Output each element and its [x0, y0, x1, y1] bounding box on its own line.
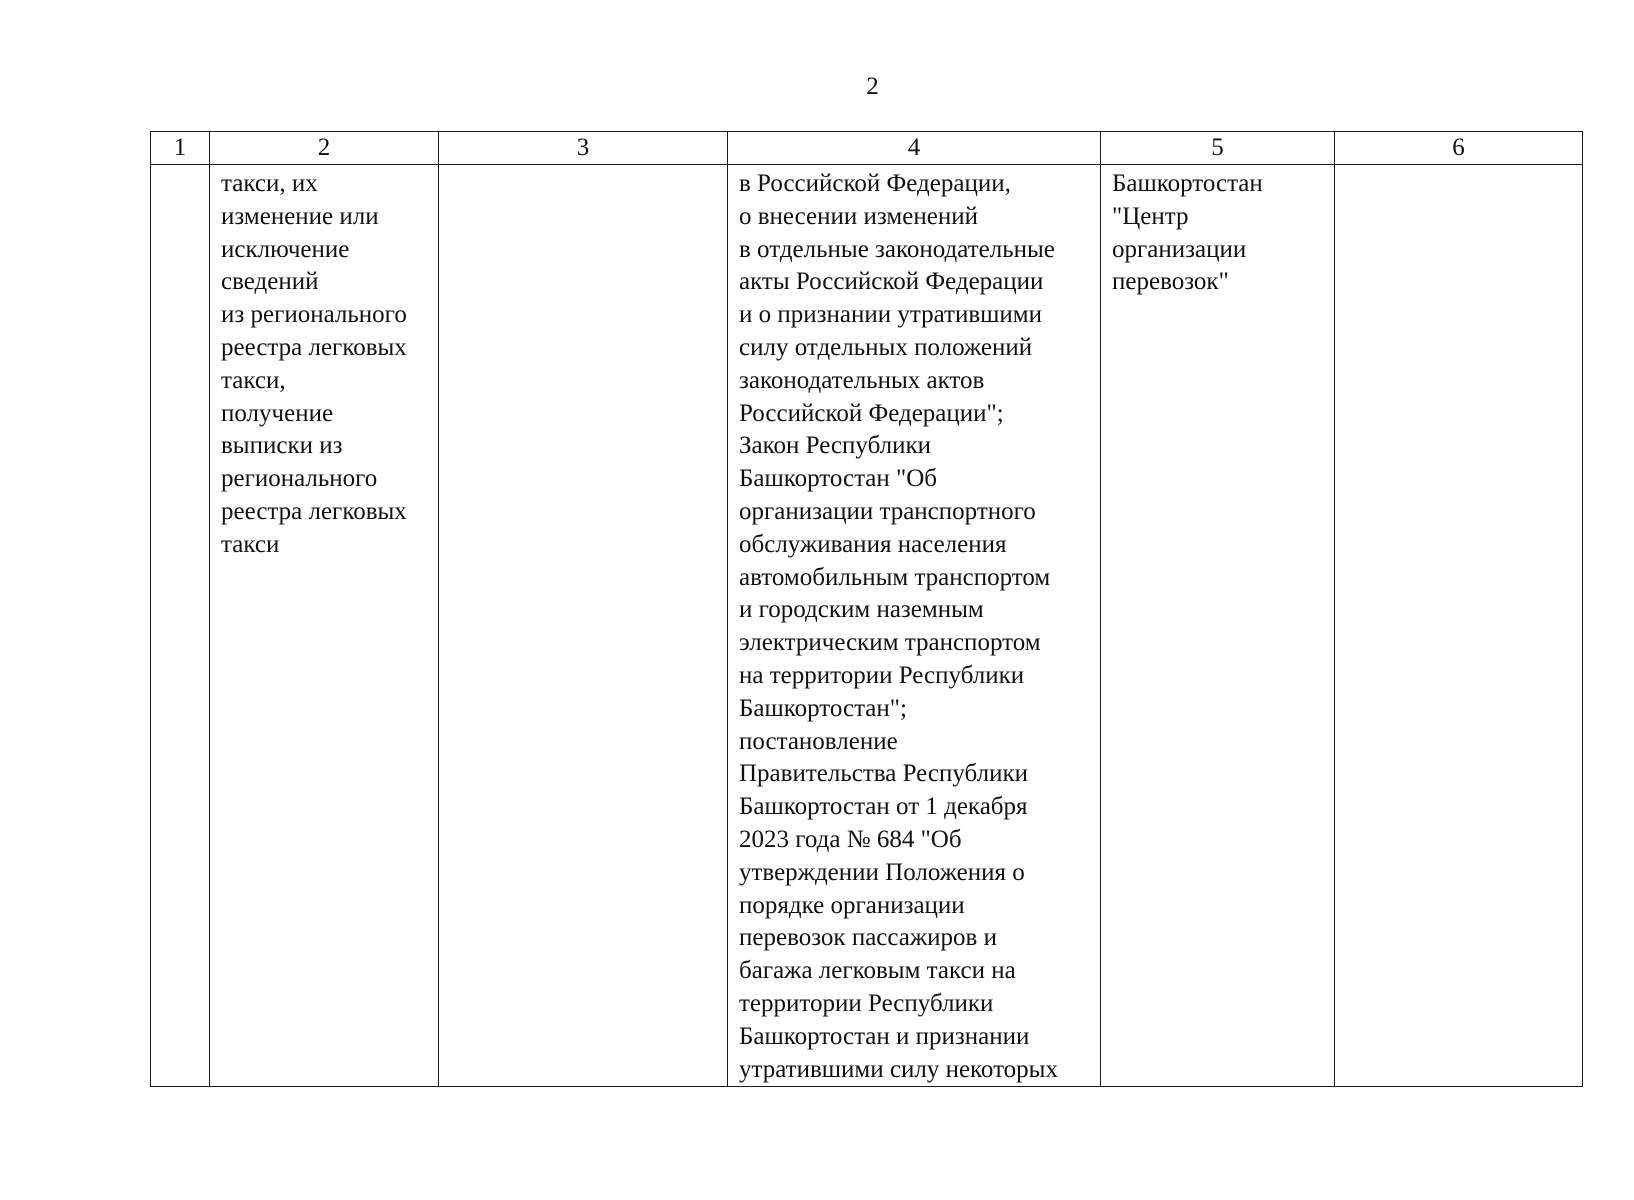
cell-text-line: постановление	[739, 727, 898, 755]
cell-text-line: территории Республики	[739, 989, 994, 1017]
cell-text-line: автомобильным транспортом	[739, 563, 1051, 591]
table-row	[151, 165, 1583, 1087]
cell-text-line: такси, их	[221, 170, 318, 197]
cell-text-line: сведений	[221, 268, 319, 296]
cell-text-line: такси	[221, 530, 280, 558]
cell-text-line: акты Российской Федерации	[739, 268, 1044, 296]
cell-text-line: о внесении изменений	[739, 202, 978, 230]
column-number-6: 6	[1335, 132, 1583, 165]
cell-text-line: в отдельные законодательные	[739, 235, 1055, 263]
cell-column-5	[1101, 165, 1335, 1087]
cell-text-line: реестра легковых	[221, 333, 407, 361]
cell-text-line: реестра легковых	[221, 497, 407, 525]
cell-text-line: Башкортостан	[1112, 170, 1263, 197]
cell-text-line: из регионального	[221, 301, 407, 329]
column-number-3: 3	[439, 132, 728, 165]
column-number-5: 5	[1101, 132, 1335, 165]
column-number-2: 2	[210, 132, 439, 165]
cell-text-line: организации транспортного	[739, 497, 1036, 525]
cell-text-line: на территории Республики	[739, 661, 1025, 689]
cell-text-line: Башкортостан и признании	[739, 1022, 1030, 1050]
cell-text-line: порядке организации	[739, 891, 965, 919]
page-number: 2	[866, 73, 879, 100]
cell-text-line: утверждении Положения о	[739, 858, 1025, 886]
cell-text-line: регионального	[221, 465, 378, 493]
cell-column-2	[210, 165, 439, 1087]
cell-text-line: багажа легковым такси на	[739, 957, 1016, 985]
cell-text-line: обслуживания населения	[739, 530, 1007, 558]
cell-text-line: получение	[221, 399, 334, 427]
cell-text-line: Российской Федерации";	[739, 399, 1004, 427]
cell-text-line: Башкортостан";	[739, 694, 907, 722]
cell-column-4	[728, 165, 1101, 1087]
column-number-4: 4	[728, 132, 1101, 165]
cell-text-line: законодательных актов	[739, 366, 985, 394]
cell-text-line: перевозок пассажиров и	[739, 924, 997, 952]
cell-text-line: и о признании утратившими	[739, 301, 1042, 329]
cell-text-line: исключение	[221, 235, 350, 263]
cell-text-line: 2023 года № 684 "Об	[739, 825, 962, 853]
cell-text-line: "Центр	[1112, 202, 1189, 230]
cell-text-line: такси,	[221, 366, 286, 394]
cell-text-line: Башкортостан "Об	[739, 465, 937, 493]
cell-text-line: изменение или	[221, 202, 379, 230]
cell-text-line: Закон Республики	[739, 432, 932, 460]
cell-text-line: организации	[1112, 235, 1247, 263]
cell-column-3	[439, 165, 728, 1087]
cell-column-1	[151, 165, 210, 1087]
document-table	[150, 131, 1583, 1087]
cell-text-line: утратившими силу некоторых	[739, 1055, 1058, 1083]
cell-text-line: силу отдельных положений	[739, 333, 1033, 361]
cell-text-line: Башкортостан от 1 декабря	[739, 793, 1028, 821]
cell-text-line: электрическим транспортом	[739, 629, 1041, 657]
cell-text-line: перевозок"	[1112, 268, 1229, 296]
cell-text-line: и городским наземным	[739, 596, 984, 624]
cell-column-6	[1335, 165, 1583, 1087]
column-number-1: 1	[151, 132, 210, 165]
cell-text-line: Правительства Республики	[739, 760, 1028, 788]
column-number-row	[151, 132, 1583, 165]
cell-text-line: в Российской Федерации,	[739, 170, 1011, 197]
cell-text-line: выписки из	[221, 432, 343, 460]
